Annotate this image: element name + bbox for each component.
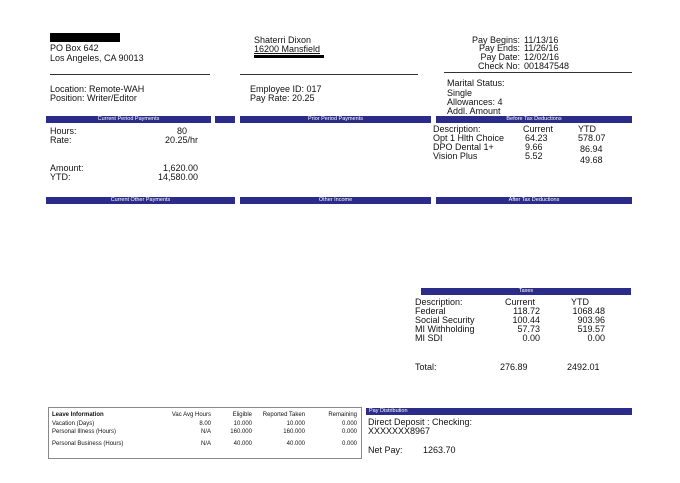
taxes-total-ytd: 2492.01 — [567, 362, 600, 372]
ytd-value: 14,580.00 — [157, 172, 198, 182]
current-other-payments-header: Current Other Payments — [46, 197, 235, 204]
blank-header-bar — [215, 116, 235, 123]
tax-row-current: 100.44 — [512, 315, 540, 325]
pay-date-value: 12/02/16 — [524, 52, 560, 62]
redacted-employee-address — [254, 55, 324, 58]
taxes-header-ytd: YTD — [571, 297, 589, 307]
leave-row-type: Personal Business (Hours) — [52, 441, 124, 447]
before-tax-row-current: 9.66 — [525, 142, 543, 152]
net-pay-value: 1263.70 — [423, 445, 456, 455]
pay-rate: Pay Rate: 20.25 — [250, 93, 315, 103]
tax-row-ytd: 519.57 — [577, 324, 605, 334]
before-tax-row-ytd: 86.94 — [580, 144, 603, 154]
pay-begins-label: Pay Begins: — [471, 35, 520, 45]
check-no-label: Check No: — [477, 61, 520, 71]
before-tax-row-ytd: 49.68 — [580, 155, 603, 165]
leave-row-vac-avg: N/A — [200, 441, 211, 447]
employee-address: 16200 Mansfield — [254, 44, 321, 54]
employee-name: Shaterri Dixon — [254, 35, 312, 45]
allowances: Allowances: 4 — [447, 97, 503, 107]
prior-period-payments-header: Prior Period Payments — [240, 116, 431, 123]
leave-row-taken: 10.000 — [286, 421, 305, 427]
leave-row-type: Vacation (Days) — [52, 421, 95, 427]
tax-row-ytd: 1068.48 — [572, 306, 605, 316]
before-tax-row-description: Opt 1 Hlth Choice — [433, 133, 505, 143]
header-divider-left — [50, 74, 210, 75]
direct-deposit-line: Direct Deposit : Checking: — [368, 417, 473, 427]
tax-row-current: 0.00 — [522, 333, 540, 343]
leave-row-taken: 40.000 — [286, 441, 305, 447]
employer-address-line2: Los Angeles, CA 90013 — [50, 53, 144, 63]
leave-header-vac-avg: Vac Avg Hours — [171, 412, 211, 418]
leave-header-taken: Reported Taken — [262, 412, 305, 418]
taxes-header-current: Current — [505, 297, 536, 307]
pay-date-label: Pay Date: — [480, 52, 520, 62]
leave-row-remaining: 0.000 — [341, 441, 357, 447]
before-tax-row-ytd: 578.07 — [578, 133, 606, 143]
employee-id: Employee ID: 017 — [250, 84, 322, 94]
leave-row-remaining: 0.000 — [341, 429, 357, 435]
taxes-total-current: 276.89 — [500, 362, 528, 372]
amount-value: 1,620.00 — [162, 163, 198, 173]
before-tax-header-current: Current — [523, 124, 554, 134]
before-tax-header-ytd: YTD — [578, 124, 596, 134]
other-income-header: Other Income — [240, 197, 431, 204]
taxes-header: Taxes — [421, 288, 631, 295]
pay-begins-value: 11/13/16 — [524, 35, 559, 45]
pay-ends-label: Pay Ends: — [478, 43, 520, 53]
position: Position: Writer/Editor — [50, 93, 137, 103]
marital-status-value: Single — [447, 88, 473, 98]
amount-label: Amount: — [50, 163, 84, 173]
leave-row-eligible: 160.000 — [230, 429, 252, 435]
marital-status-label: Marital Status: — [447, 78, 505, 88]
leave-row-vac-avg: 8.00 — [199, 421, 211, 427]
hours-label: Hours: — [50, 126, 77, 136]
before-tax-row-current: 64.23 — [525, 133, 548, 143]
employer-address-line1: PO Box 642 — [50, 43, 99, 53]
leave-header-eligible: Eligible — [232, 412, 252, 418]
before-tax-deductions-header: Before Tax Deductions — [436, 116, 632, 123]
taxes-header-description: Description: — [415, 297, 463, 307]
tax-row-description: MI SDI — [415, 333, 443, 343]
tax-row-current: 57.73 — [517, 324, 540, 334]
rate-value: 20.25/hr — [164, 135, 198, 145]
deposit-account-number: XXXXXXX8967 — [368, 426, 431, 436]
leave-row-eligible: 40.000 — [233, 441, 252, 447]
ytd-label: YTD: — [50, 172, 71, 182]
tax-row-ytd: 0.00 — [587, 333, 605, 343]
leave-header-type: Leave Information — [52, 412, 104, 418]
header-divider-right — [444, 72, 632, 73]
additional-amount: Addl. Amount — [447, 106, 501, 116]
leave-row-eligible: 10.000 — [233, 421, 252, 427]
redacted-employer-name — [50, 33, 120, 42]
after-tax-deductions-header: After Tax Deductions — [436, 197, 632, 204]
current-period-payments-header: Current Period Payments — [46, 116, 211, 123]
pay-distribution-header: Pay Distribution — [366, 408, 632, 415]
before-tax-row-description: DPO Dental 1+ — [433, 142, 494, 152]
hours-value: 80 — [176, 126, 187, 136]
leave-header-remaining: Remaining — [328, 412, 357, 418]
tax-row-description: Social Security — [415, 315, 475, 325]
tax-row-description: Federal — [415, 306, 446, 316]
tax-row-description: MI Withholding — [415, 324, 475, 334]
location: Location: Remote-WAH — [50, 84, 145, 94]
header-divider-mid — [240, 74, 418, 75]
tax-row-current: 118.72 — [513, 306, 540, 316]
leave-row-type: Personal Illness (Hours) — [52, 429, 117, 435]
before-tax-header-description: Description: — [433, 124, 481, 134]
before-tax-row-description: Vision Plus — [433, 151, 478, 161]
pay-ends-value: 11/26/16 — [524, 43, 559, 53]
before-tax-row-current: 5.52 — [525, 151, 543, 161]
rate-label: Rate: — [50, 135, 72, 145]
tax-row-ytd: 903.96 — [577, 315, 605, 325]
leave-row-vac-avg: N/A — [200, 429, 211, 435]
check-no-value: 001847548 — [524, 61, 570, 71]
leave-row-taken: 160.000 — [283, 429, 305, 435]
leave-row-remaining: 0.000 — [341, 421, 357, 427]
net-pay-label: Net Pay: — [368, 445, 403, 455]
taxes-total-label: Total: — [415, 362, 437, 372]
